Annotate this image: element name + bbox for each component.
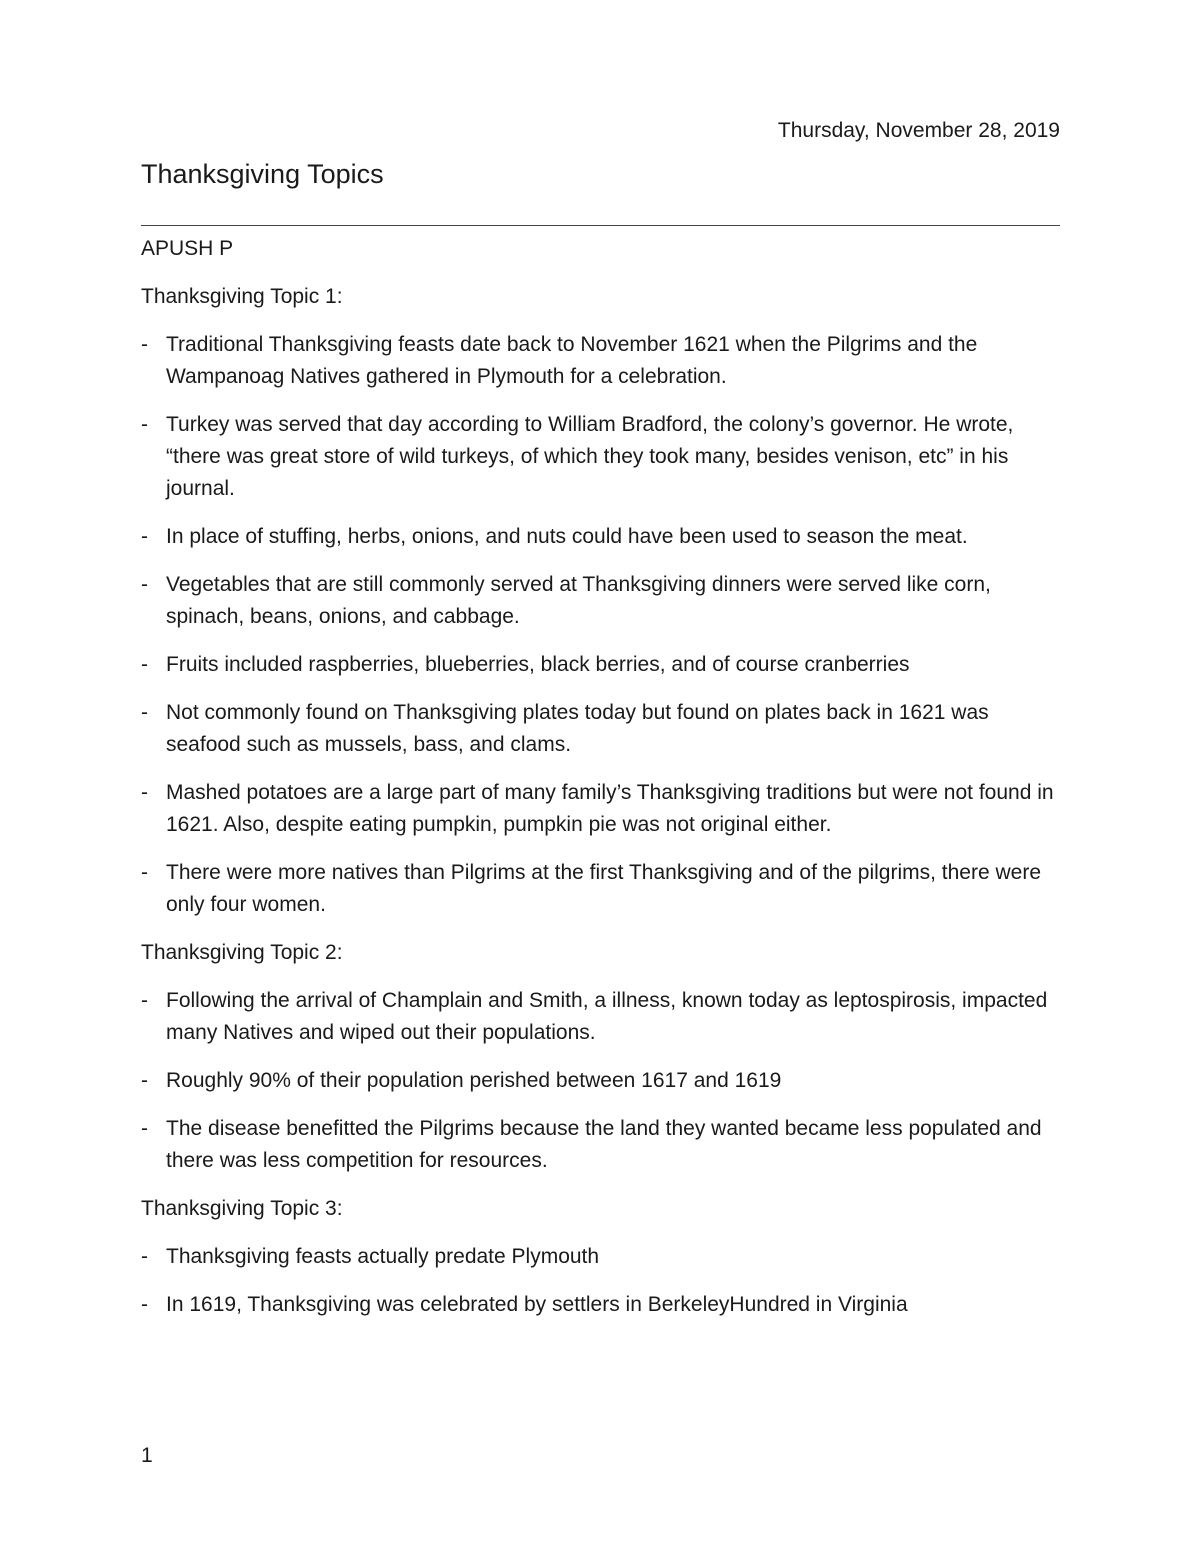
dash-bullet-icon: - <box>141 701 148 724</box>
list-item <box>141 569 1066 633</box>
topic-section-2 <box>141 937 1066 1177</box>
title-divider <box>141 225 1060 226</box>
list-item-text: Thanksgiving feasts actually predate Plymouth <box>166 1245 600 1268</box>
dash-bullet-icon: - <box>141 781 148 804</box>
list-item <box>141 1289 1066 1321</box>
list-item-text: In place of stuffing, herbs, onions, and nuts could have been used to season the meat. <box>166 525 968 548</box>
list-item-text: Following the arrival of Champlain and Smith, a illness, known today as leptospirosis, impacted many Natives and wiped out their populations. <box>166 989 1048 1044</box>
list-item-text: Not commonly found on Thanksgiving plates today but found on plates back in 1621 was seafood such as mussels, bass, and clams. <box>166 701 989 756</box>
list-item <box>141 1065 1066 1097</box>
list-item <box>141 409 1066 505</box>
list-item <box>141 985 1066 1049</box>
document-date: Thursday, November 28, 2019 <box>777 119 1060 142</box>
topic-heading: Thanksgiving Topic 3: <box>141 1197 343 1220</box>
list-item <box>141 649 1066 681</box>
dash-bullet-icon: - <box>141 1117 148 1140</box>
list-item-text: Vegetables that are still commonly served at Thanksgiving dinners were served like corn, spinach, beans, onions, and cabbage. <box>166 573 991 628</box>
list-item-text: Turkey was served that day according to William Bradford, the colony’s governor. He wrote, “there was great store of wild turkeys, of which they took many, besides venison, etc” in his journal. <box>166 413 1014 500</box>
topic-heading: Thanksgiving Topic 1: <box>141 285 343 308</box>
document-body <box>141 230 1066 1337</box>
topic-section-1 <box>141 281 1066 921</box>
list-item-text: Roughly 90% of their population perished between 1617 and 1619 <box>166 1069 782 1092</box>
bullet-list <box>141 985 1066 1177</box>
topic-section-3 <box>141 1193 1066 1321</box>
list-item-text: There were more natives than Pilgrims at the first Thanksgiving and of the pilgrims, there were only four women. <box>166 861 1042 916</box>
list-item-text: The disease benefitted the Pilgrims because the land they wanted became less populated and there was less competition for resources. <box>166 1117 1042 1172</box>
list-item <box>141 697 1066 761</box>
document-title: Thanksgiving Topics <box>141 159 384 189</box>
list-item-text: Fruits included raspberries, blueberries, black berries, and of course cranberries <box>166 653 910 676</box>
dash-bullet-icon: - <box>141 573 148 596</box>
list-item <box>141 777 1066 841</box>
dash-bullet-icon: - <box>141 1293 148 1316</box>
dash-bullet-icon: - <box>141 989 148 1012</box>
list-item-text: Mashed potatoes are a large part of many family’s Thanksgiving traditions but were not found in 1621. Also, despite eating pumpkin, pumpkin pie was not original either. <box>166 781 1054 836</box>
dash-bullet-icon: - <box>141 653 148 676</box>
list-item <box>141 857 1066 921</box>
dash-bullet-icon: - <box>141 333 148 356</box>
list-item <box>141 1241 1066 1273</box>
list-item-text: Traditional Thanksgiving feasts date back to November 1621 when the Pilgrims and the Wampanoag Natives gathered in Plymouth for a celebration. <box>166 333 978 388</box>
list-item-text: In 1619, Thanksgiving was celebrated by settlers in BerkeleyHundred in Virginia <box>166 1293 908 1316</box>
page-number: 1 <box>141 1444 153 1467</box>
list-item <box>141 329 1066 393</box>
dash-bullet-icon: - <box>141 1069 148 1092</box>
bullet-list <box>141 329 1066 921</box>
course-label: APUSH P <box>141 237 234 260</box>
dash-bullet-icon: - <box>141 861 148 884</box>
list-item <box>141 521 1066 553</box>
dash-bullet-icon: - <box>141 413 148 436</box>
list-item <box>141 1113 1066 1177</box>
dash-bullet-icon: - <box>141 1245 148 1268</box>
dash-bullet-icon: - <box>141 525 148 548</box>
bullet-list <box>141 1241 1066 1321</box>
topic-heading: Thanksgiving Topic 2: <box>141 941 343 964</box>
